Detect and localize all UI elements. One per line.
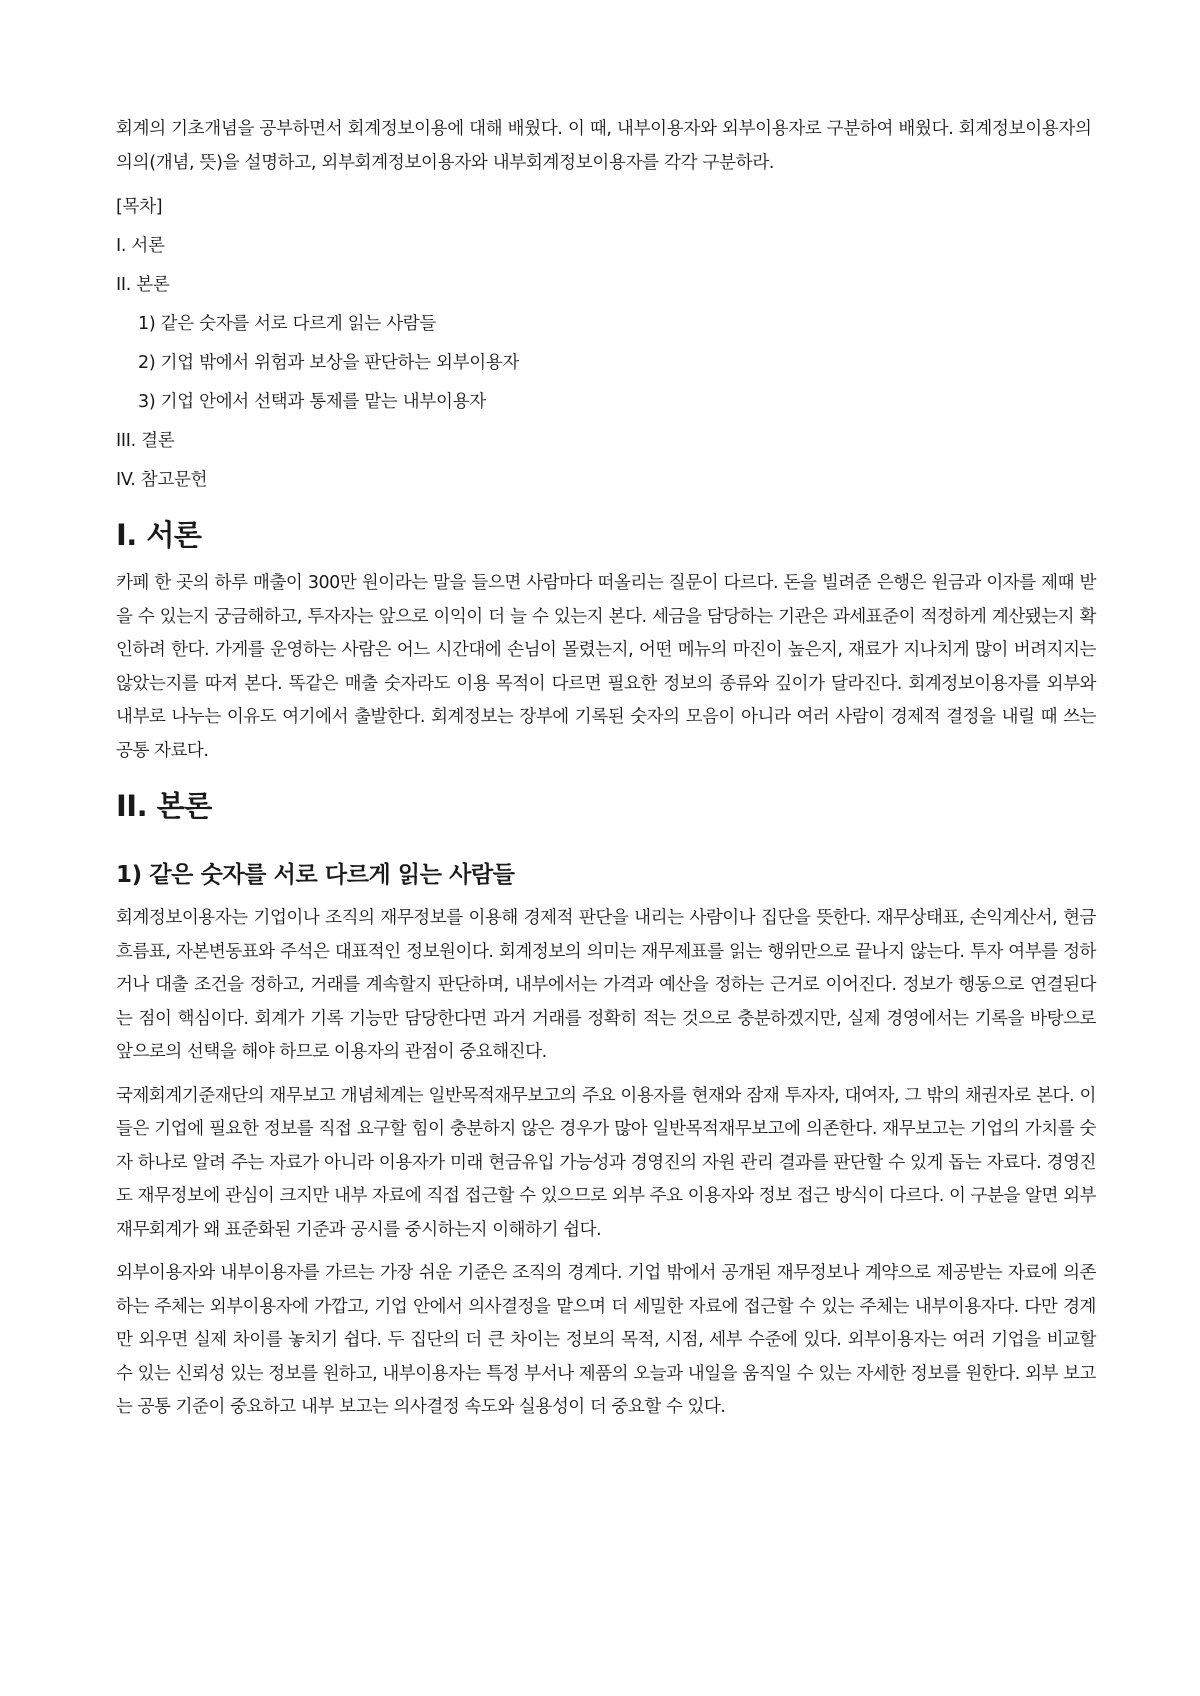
toc-item: IV. 참고문헌 (116, 470, 208, 490)
toc-subitem: 2) 기업 밖에서 위험과 보상을 판단하는 외부이용자 (138, 353, 520, 373)
body-paragraph: 국제회계기준재단의 재무보고 개념체계는 일반목적재무보고의 주요 이용자를 현재와 잠재 투자자, 대여자, 그 밖의 채권자로 본다. 이들은 기업에 필요한 정보를 직접 요구할 힘이 충분하지 않은 경우가 많아 일반목적재무보고에 의존한다. 재무보고는 기업의 가치를 숫자 하나로 알려 주는 자료가 아니라 이용자가 미래 현금유입 가능성과 경영진의 자원 관리 결과를 판단할 수 있게 돕는 자료다. 경영진도 재무정보에 관심이 크지만 내부 자료에 직접 접근할 수 있으므로 외부 주요 이용자와 정보 접근 방식이 다르다. 이 구분을 알면 외부 재무회계가 왜 표준화된 기준과 공시를 중시하는지 이해하기 쉽다. (116, 1085, 1096, 1240)
assignment-prompt: 회계의 기초개념을 공부하면서 회계정보이용에 대해 배웠다. 이 때, 내부이용자와 외부이용자로 구분하여 배웠다. 회계정보이용자의 의의(개념, 뜻)을 설명하고, 외부회계정보이용자와 내부회계정보이용자를 각각 구분하라. (116, 119, 1092, 173)
section-heading-introduction: I. 서론 (116, 518, 202, 552)
toc-heading: [목차] (116, 197, 163, 217)
body-paragraph: 외부이용자와 내부이용자를 가르는 가장 쉬운 기준은 조직의 경계다. 기업 밖에서 공개된 재무정보나 계약으로 제공받는 자료에 의존하는 주체는 외부이용자에 가깝고, 기업 안에서 의사결정을 맡으며 더 세밀한 자료에 접근할 수 있는 주체는 내부이용자다. 다만 경계만 외우면 실제 차이를 놓치기 쉽다. 두 집단의 더 큰 차이는 정보의 목적, 시점, 세부 수준에 있다. 외부이용자는 여러 기업을 비교할 수 있는 신뢰성 있는 정보를 원하고, 내부이용자는 특정 부서나 제품의 오늘과 내일을 움직일 수 있는 자세한 정보를 원한다. 외부 보고는 공통 기준이 중요하고 내부 보고는 의사결정 속도와 실용성이 더 중요할 수 있다. (116, 1263, 1096, 1417)
toc-item: III. 결론 (116, 431, 175, 451)
toc-item: I. 서론 (116, 236, 165, 256)
section-heading-main-body: II. 본론 (116, 789, 212, 823)
introduction-paragraph: 카페 한 곳의 하루 매출이 300만 원이라는 말을 들으면 사람마다 떠올리는 질문이 다르다. 돈을 빌려준 은행은 원금과 이자를 제때 받을 수 있는지 궁금해하고, 투자자는 앞으로 이익이 더 늘 수 있는지 본다. 세금을 담당하는 기관은 과세표준이 적정하게 계산됐는지 확인하려 한다. 가게를 운영하는 사람은 어느 시간대에 손님이 몰렸는지, 어떤 메뉴의 마진이 높은지, 재료가 지나치게 많이 버려지지는 않았는지를 따져 본다. 똑같은 매출 숫자라도 이용 목적이 다르면 필요한 정보의 종류와 깊이가 달라진다. 회계정보이용자를 외부와 내부로 나누는 이유도 여기에서 출발한다. 회계정보는 장부에 기록된 숫자의 모음이 아니라 여러 사람이 경제적 결정을 내릴 때 쓰는 공통 자료다. (116, 573, 1096, 761)
body-paragraph: 회계정보이용자는 기업이나 조직의 재무정보를 이용해 경제적 판단을 내리는 사람이나 집단을 뜻한다. 재무상태표, 손익계산서, 현금흐름표, 자본변동표와 주석은 대표적인 정보원이다. 회계정보의 의미는 재무제표를 읽는 행위만으로 끝나지 않는다. 투자 여부를 정하거나 대출 조건을 정하고, 거래를 계속할지 판단하며, 내부에서는 가격과 예산을 정하는 근거로 이어진다. 정보가 행동으로 연결된다는 점이 핵심이다. 회계가 기록 기능만 담당한다면 과거 거래를 정확히 적는 것으로 충분하겠지만, 실제 경영에서는 기록을 바탕으로 앞으로의 선택을 해야 하므로 이용자의 관점이 중요해진다. (116, 908, 1096, 1062)
subsection-heading-1: 1) 같은 숫자를 서로 다르게 읽는 사람들 (116, 862, 515, 888)
toc-subitem: 3) 기업 안에서 선택과 통제를 맡는 내부이용자 (138, 392, 486, 412)
toc-subitem: 1) 같은 숫자를 서로 다르게 읽는 사람들 (138, 314, 437, 334)
toc-item: II. 본론 (116, 275, 170, 295)
table-of-contents (116, 190, 1096, 497)
